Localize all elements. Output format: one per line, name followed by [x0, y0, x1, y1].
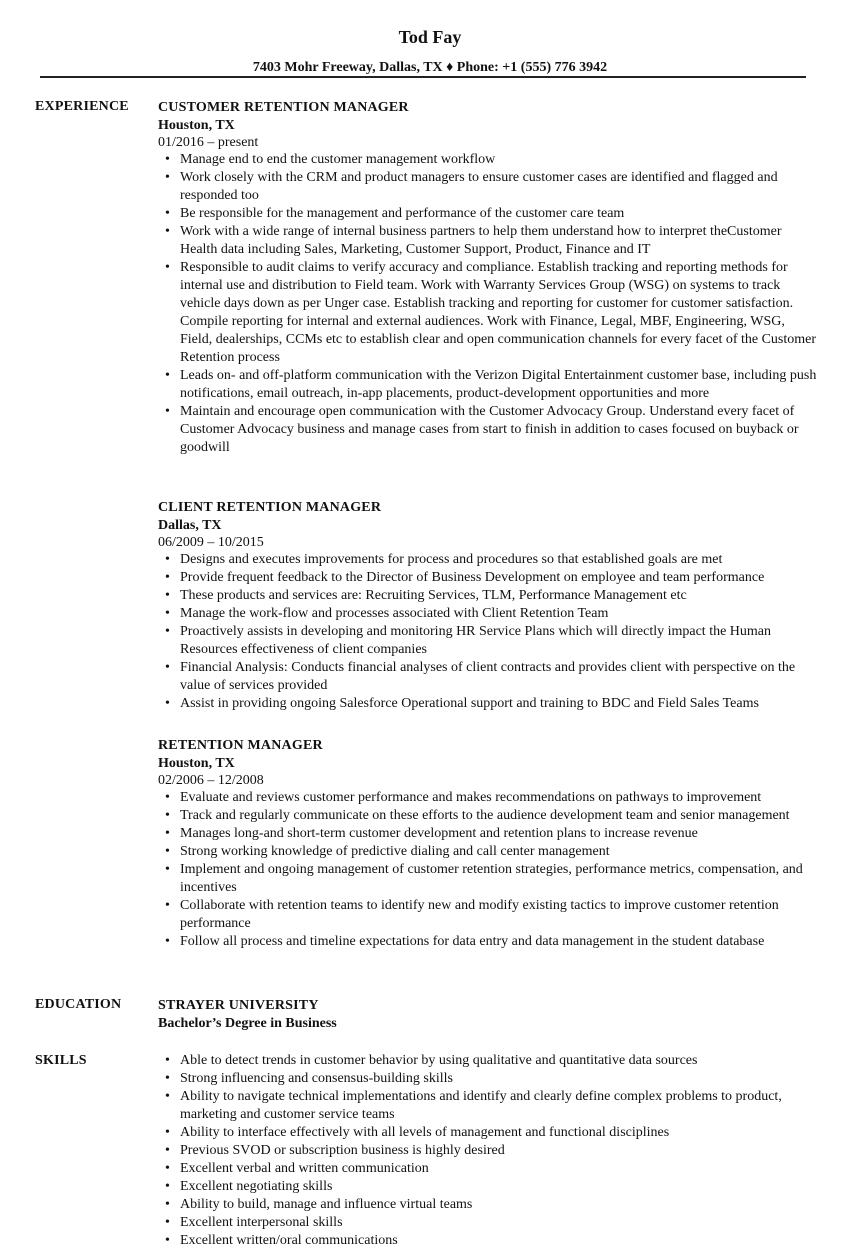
job-location: Houston, TX: [158, 118, 235, 133]
header-divider: [40, 76, 806, 78]
job-location: Houston, TX: [158, 756, 235, 771]
list-item: • Excellent interpersonal skills: [158, 1214, 818, 1232]
list-item: • Provide frequent feedback to the Director of Business Development on employee and team performance: [158, 569, 818, 587]
job-responsibilities: [158, 151, 818, 457]
list-item: • Financial Analysis: Conducts financial analyses of client contracts and provides client with perspective on the value of services provided: [158, 659, 818, 695]
list-item: • Assist in providing ongoing Salesforce Operational support and training to BDC and Field Sales Teams: [158, 695, 818, 713]
section-label-experience: EXPERIENCE: [35, 99, 129, 114]
list-item: • Work closely with the CRM and product managers to ensure customer cases are identified and flagged and responded too: [158, 169, 818, 205]
section-label-education: EDUCATION: [35, 997, 122, 1012]
list-item: • Manage the work-flow and processes associated with Client Retention Team: [158, 605, 818, 623]
list-item: • Excellent verbal and written communication: [158, 1160, 818, 1178]
list-item: • Collaborate with retention teams to identify new and modify existing tactics to improve customer retention performance: [158, 897, 818, 933]
list-item: • Work with a wide range of internal business partners to help them understand how to interpret theCustomer Health data including Sales, Marketing, Customer Support, Product, Finance and IT: [158, 223, 818, 259]
list-item: • Proactively assists in developing and monitoring HR Service Plans which will directly impact the Human Resources effectiveness of client companies: [158, 623, 818, 659]
job-dates: 06/2009 – 10/2015: [158, 535, 264, 550]
candidate-name: Tod Fay: [398, 27, 462, 47]
list-item: • Designs and executes improvements for process and procedures so that established goals are met: [158, 551, 818, 569]
school-name: STRAYER UNIVERSITY: [158, 998, 319, 1013]
contact-line: 7403 Mohr Freeway, Dallas, TX ♦ Phone: +1 (555) 776 3942: [252, 60, 608, 75]
list-item: • Previous SVOD or subscription business is highly desired: [158, 1142, 818, 1160]
list-item: • Follow all process and timeline expectations for data entry and data management in the student database: [158, 933, 818, 951]
job-entry: [158, 499, 818, 713]
list-item: • These products and services are: Recruiting Services, TLM, Performance Management etc: [158, 587, 818, 605]
list-item: • Strong working knowledge of predictive dialing and call center management: [158, 843, 818, 861]
job-dates: 02/2006 – 12/2008: [158, 773, 264, 788]
job-entry: [158, 99, 818, 457]
list-item: • Evaluate and reviews customer performance and makes recommendations on pathways to improvement: [158, 789, 818, 807]
skills-list: [158, 1052, 818, 1250]
list-item: • Manages long-and short-term customer development and retention plans to increase revenue: [158, 825, 818, 843]
list-item: • Ability to interface effectively with all levels of management and functional disciplines: [158, 1124, 818, 1142]
job-entry: [158, 737, 818, 951]
job-dates: 01/2016 – present: [158, 135, 259, 150]
degree: Bachelor’s Degree in Business: [158, 1016, 337, 1031]
list-item: • Ability to build, manage and influence virtual teams: [158, 1196, 818, 1214]
education-entry: [158, 997, 818, 1033]
section-label-skills: SKILLS: [35, 1053, 87, 1068]
list-item: • Be responsible for the management and performance of the customer care team: [158, 205, 818, 223]
job-title: RETENTION MANAGER: [158, 738, 323, 753]
list-item: • Excellent negotiating skills: [158, 1178, 818, 1196]
skills-entry: [158, 1052, 818, 1250]
list-item: • Implement and ongoing management of customer retention strategies, performance metrics, compensation, and incentives: [158, 861, 818, 897]
job-title: CLIENT RETENTION MANAGER: [158, 500, 382, 515]
list-item: • Responsible to audit claims to verify accuracy and compliance. Establish tracking and reporting methods for internal use and distribution to Field team. Work with Warranty Services Group (WSG) on systems to track vehicle days down as per Unger case. Establish tracking and reporting for customer for customer satisfaction. Compile reporting for internal and external audiences. Work with Finance, Legal, MBF, Engineering, WSG, Field, dealerships, CCMs etc to establish clear and open communication channels for every facet of the Customer Retention process: [158, 259, 818, 367]
list-item: • Excellent written/oral communications: [158, 1232, 818, 1250]
list-item: • Maintain and encourage open communication with the Customer Advocacy Group. Understand every facet of Customer Advocacy business and manage cases from start to finish in addition to cases focused on buyback or goodwill: [158, 403, 818, 457]
list-item: • Strong influencing and consensus-building skills: [158, 1070, 818, 1088]
list-item: • Leads on- and off-platform communication with the Verizon Digital Entertainment customer base, including push notifications, email outreach, in-app placements, product-development opportunities and more: [158, 367, 818, 403]
job-responsibilities: [158, 789, 818, 951]
job-title: CUSTOMER RETENTION MANAGER: [158, 100, 409, 115]
list-item: • Ability to navigate technical implementations and identify and clearly define complex problems to product, marketing and customer service teams: [158, 1088, 818, 1124]
list-item: • Track and regularly communicate on these efforts to the audience development team and senior management: [158, 807, 818, 825]
job-location: Dallas, TX: [158, 518, 222, 533]
list-item: • Manage end to end the customer management workflow: [158, 151, 818, 169]
list-item: • Able to detect trends in customer behavior by using qualitative and quantitative data sources: [158, 1052, 818, 1070]
job-responsibilities: [158, 551, 818, 713]
